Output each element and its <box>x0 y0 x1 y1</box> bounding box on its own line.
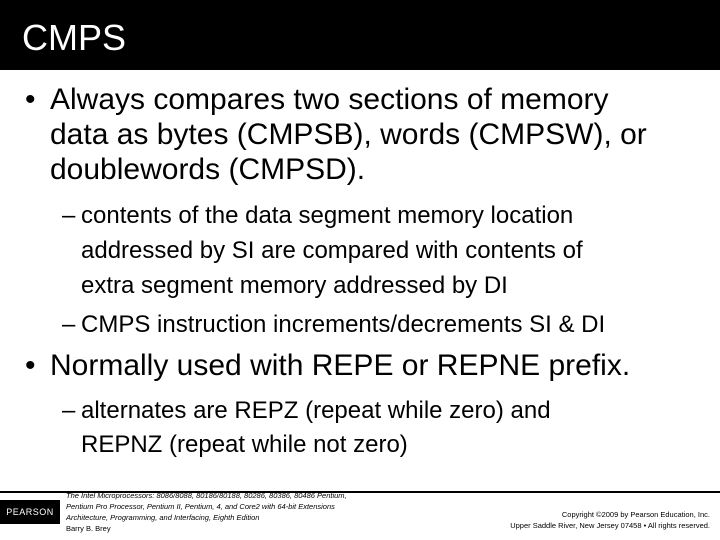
bullet-marker: • <box>25 349 36 382</box>
bullet-1-line-2: data as bytes (CMPSB), words (CMPSW), or <box>50 118 647 151</box>
sub-bullet-marker: – <box>62 311 76 338</box>
book-reference <box>66 490 396 534</box>
bullet-1-line-3: doublewords (CMPSD). <box>50 153 366 186</box>
bullet-2-line-1: Normally used with REPE or REPNE prefix. <box>50 349 631 382</box>
sub-bullet-1-1-line-3: extra segment memory addressed by DI <box>81 272 508 299</box>
reference-line: Pentium Pro Processor, Pentium II, Pentium, 4, and Core2 with 64-bit Extensions <box>66 502 335 511</box>
slide-title: CMPS <box>22 17 127 58</box>
bullet-marker: • <box>25 83 36 116</box>
sub-bullet-2-1-line-2: REPNZ (repeat while not zero) <box>81 431 408 458</box>
sub-bullet-marker: – <box>62 397 76 424</box>
sub-bullet-2-1-line-1: alternates are REPZ (repeat while zero) and <box>81 397 551 424</box>
reference-line: The Intel Microprocessors: 8086/8088, 80186/80188, 80286, 80386, 80486 Pentium, <box>66 491 347 500</box>
title-bar <box>0 0 720 70</box>
copyright-notice <box>510 509 710 531</box>
pearson-logo: PEARSON <box>0 500 60 524</box>
copyright-line: Upper Saddle River, New Jersey 07458 • All rights reserved. <box>510 521 710 530</box>
sub-bullet-1-1-line-2: addressed by SI are compared with contents of <box>81 237 583 264</box>
sub-bullet-1-2-line-1: CMPS instruction increments/decrements SI & DI <box>81 311 606 338</box>
reference-line: Architecture, Programming, and Interfacing, Eighth Edition <box>66 513 260 522</box>
copyright-line: Copyright ©2009 by Pearson Education, Inc. <box>561 510 710 519</box>
sub-bullet-1-1-line-1: contents of the data segment memory location <box>81 202 574 229</box>
author-name: Barry B. Brey <box>66 524 111 533</box>
sub-bullet-marker: – <box>62 202 76 229</box>
slide-footer <box>0 490 720 540</box>
bullet-1-line-1: Always compares two sections of memory <box>50 83 609 116</box>
